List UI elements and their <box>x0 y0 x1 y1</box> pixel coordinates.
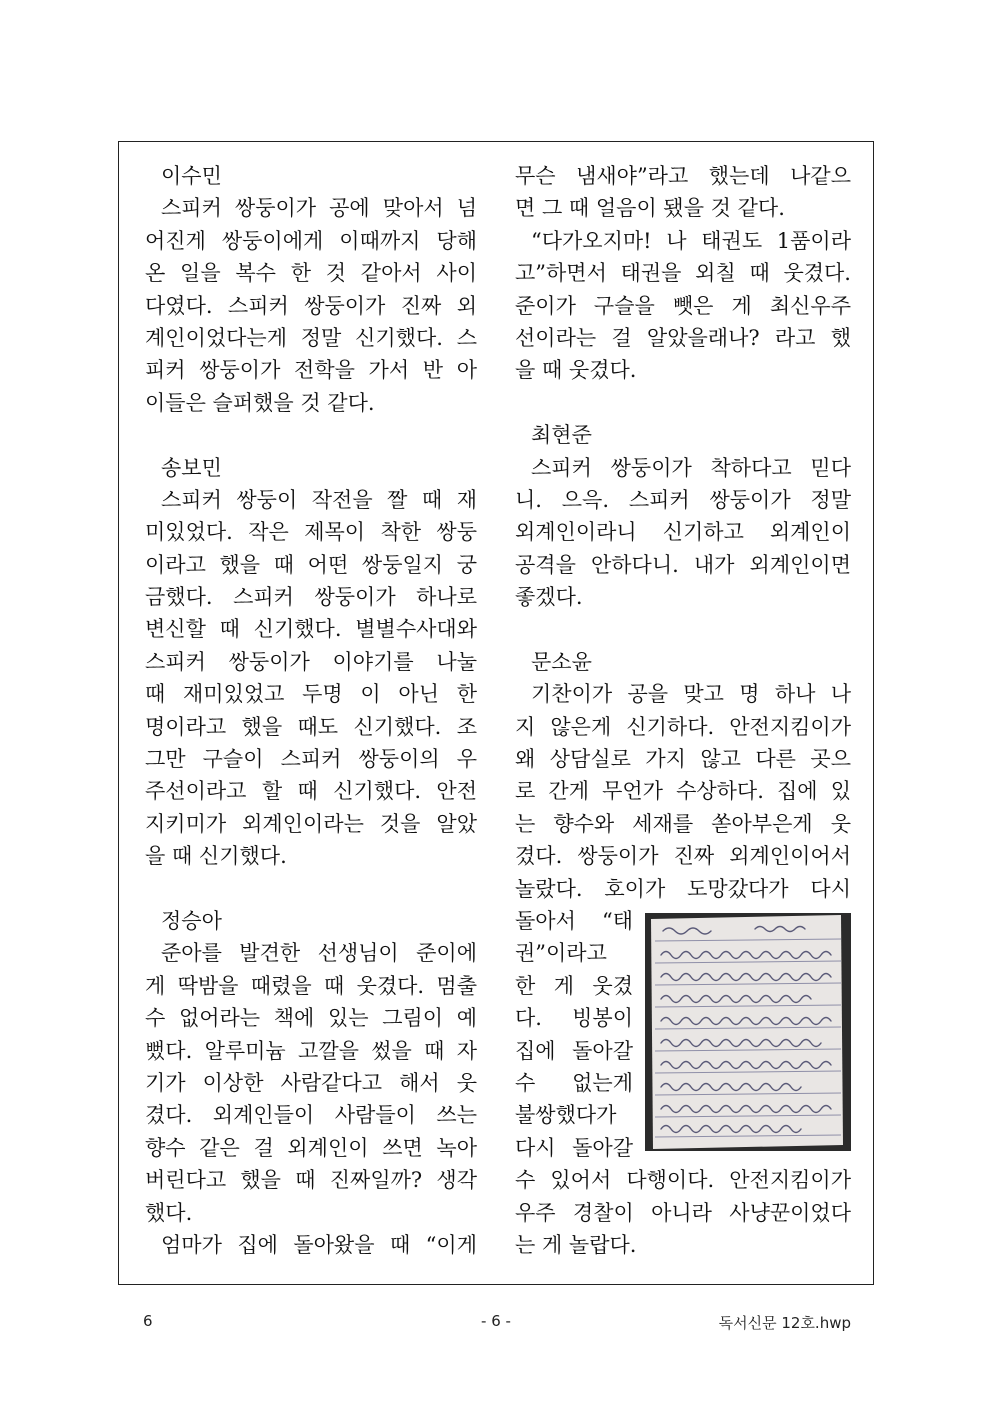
text-line: 스피커 쌍둥이가 공에 맞아서 넘 <box>161 196 477 221</box>
text-line: 수 없어라는 책에 있는 그림이 예 <box>145 1006 477 1031</box>
blank-line <box>515 387 851 419</box>
text-line: 계인이었다는게 정말 신기했다. 스 <box>145 325 477 350</box>
text-line: 스피커 쌍둥이가 착하다고 믿다 <box>531 455 851 480</box>
author-name: 이수민 <box>161 164 222 188</box>
text-line: 스피커 쌍둥이가 이야기를 나눌 <box>145 649 477 674</box>
text-line: 놀랐다. 호이가 도망갔다가 다시 <box>515 876 851 901</box>
text-line: 금했다. 스피커 쌍둥이가 하나로 <box>145 585 477 610</box>
text-line: 좋겠다. <box>515 585 583 610</box>
text-line: 주선이라고 할 때 신기했다. 안전 <box>145 779 477 804</box>
author-name: 최현준 <box>531 423 592 448</box>
handwritten-note-photo <box>645 913 851 1151</box>
text-line: 로 간게 무언가 수상하다. 집에 있 <box>515 779 851 804</box>
text-line: 고”하면서 태권을 외칠 때 웃겼다. <box>515 261 851 286</box>
text-line: 무슨 냄새야”라고 했는데 나같으 <box>515 164 851 188</box>
text-line: 엄마가 집에 돌아왔을 때 “이게 <box>161 1232 477 1257</box>
text-line: 그만 구슬이 스피커 쌍둥이의 우 <box>145 747 477 772</box>
page-number-left: 6 <box>143 1312 153 1330</box>
text-line: 온 일을 복수 한 것 같아서 사이 <box>145 261 477 286</box>
text-line: 집에 돌아갈 <box>515 1038 633 1063</box>
text-line: 우주 경찰이 아니라 사냥꾼이었다 <box>515 1200 851 1225</box>
text-line: 왜 상담실로 가지 않고 다른 곳으 <box>515 747 851 772</box>
text-line: 는 게 놀랍다. <box>515 1232 637 1257</box>
text-line: 했다. <box>145 1200 193 1225</box>
text-line: 권”이라고 <box>515 941 607 966</box>
text-line: 불쌍했다가 <box>515 1103 617 1128</box>
page-number-center: - 6 - <box>481 1312 511 1330</box>
text-line: 피커 쌍둥이가 전학을 가서 반 아 <box>145 358 477 383</box>
text-line: 을 때 신기했다. <box>145 844 287 869</box>
text-line: 을 때 웃겼다. <box>515 358 637 383</box>
text-line: 이들은 슬퍼했을 것 같다. <box>145 390 375 415</box>
text-line: 는 향수와 세재를 쏟아부은게 웃 <box>515 811 851 836</box>
text-line: 때 재미있었고 두명 이 아닌 한 <box>145 682 477 707</box>
text-line: 수 없는게 <box>515 1070 633 1095</box>
text-line: 외계인이라니 신기하고 외계인이 <box>515 520 851 545</box>
text-line: 선이라는 걸 알았을래나? 라고 했 <box>515 325 851 350</box>
left-column <box>145 160 477 1261</box>
blank-line <box>145 419 477 451</box>
blank-line <box>145 873 477 905</box>
text-line: 겼다. 외계인들이 사람들이 쓰는 <box>145 1103 477 1128</box>
handwritten-note-icon <box>645 913 851 1151</box>
text-line: 향수 같은 걸 외계인이 쓰면 녹아 <box>145 1135 477 1160</box>
file-name: 독서신문 12호.hwp <box>718 1314 851 1332</box>
text-line: 다였다. 스피커 쌍둥이가 진짜 외 <box>145 293 477 318</box>
text-line: 뻤다. 알루미늄 고깔을 썼을 때 자 <box>145 1038 477 1063</box>
text-line: 변신할 때 신기했다. 별별수사대와 <box>145 617 477 642</box>
author-name: 송보민 <box>161 455 222 480</box>
author-name: 정승아 <box>161 908 222 933</box>
text-line: 다시 돌아갈 <box>515 1135 633 1160</box>
text-line: 기가 이상한 사람같다고 해서 웃 <box>145 1070 477 1095</box>
text-line: 미있었다. 작은 제목이 착한 쌍둥 <box>145 520 477 545</box>
author-name: 문소윤 <box>531 649 592 674</box>
text-line: 니. 으윽. 스피커 쌍둥이가 정말 <box>515 487 851 512</box>
text-line: 명이라고 했을 때도 신기했다. 조 <box>145 714 477 739</box>
text-line: 준아를 발견한 선생님이 준이에 <box>161 941 477 966</box>
text-line: 공격을 안하다니. 내가 외계인이면 <box>515 552 851 577</box>
text-line: 지키미가 외계인이라는 것을 알았 <box>145 811 477 836</box>
text-line: 다. 빙봉이 <box>515 1006 633 1031</box>
text-line: 면 그 때 얼음이 됐을 것 같다. <box>515 196 785 221</box>
text-line: 스피커 쌍둥이 작전을 짤 때 재 <box>161 487 477 512</box>
text-line: 수 있어서 다행이다. 안전지킴이가 <box>515 1168 851 1193</box>
text-line: 버린다고 했을 때 진짜일까? 생각 <box>145 1168 477 1193</box>
text-line: 겼다. 쌍둥이가 진짜 외계인이어서 <box>515 844 851 869</box>
text-line: 이라고 했을 때 어떤 쌍둥일지 궁 <box>145 552 477 577</box>
text-line: “다가오지마! 나 태권도 1품이라 <box>531 228 851 253</box>
text-line: 어진게 쌍둥이에게 이때까지 당해 <box>145 228 477 253</box>
text-line: 준이가 구슬을 뺏은 게 최신우주 <box>515 293 851 318</box>
text-line: 기찬이가 공을 맞고 명 하나 나 <box>531 682 851 707</box>
text-line: 한 게 웃겼 <box>515 973 633 998</box>
text-line: 돌아서 “태 <box>515 908 633 933</box>
text-line: 지 않은게 신기하다. 안전지킴이가 <box>515 714 851 739</box>
text-line: 게 딱밤을 때렸을 때 웃겼다. 멈출 <box>145 973 477 998</box>
blank-line <box>515 613 851 645</box>
